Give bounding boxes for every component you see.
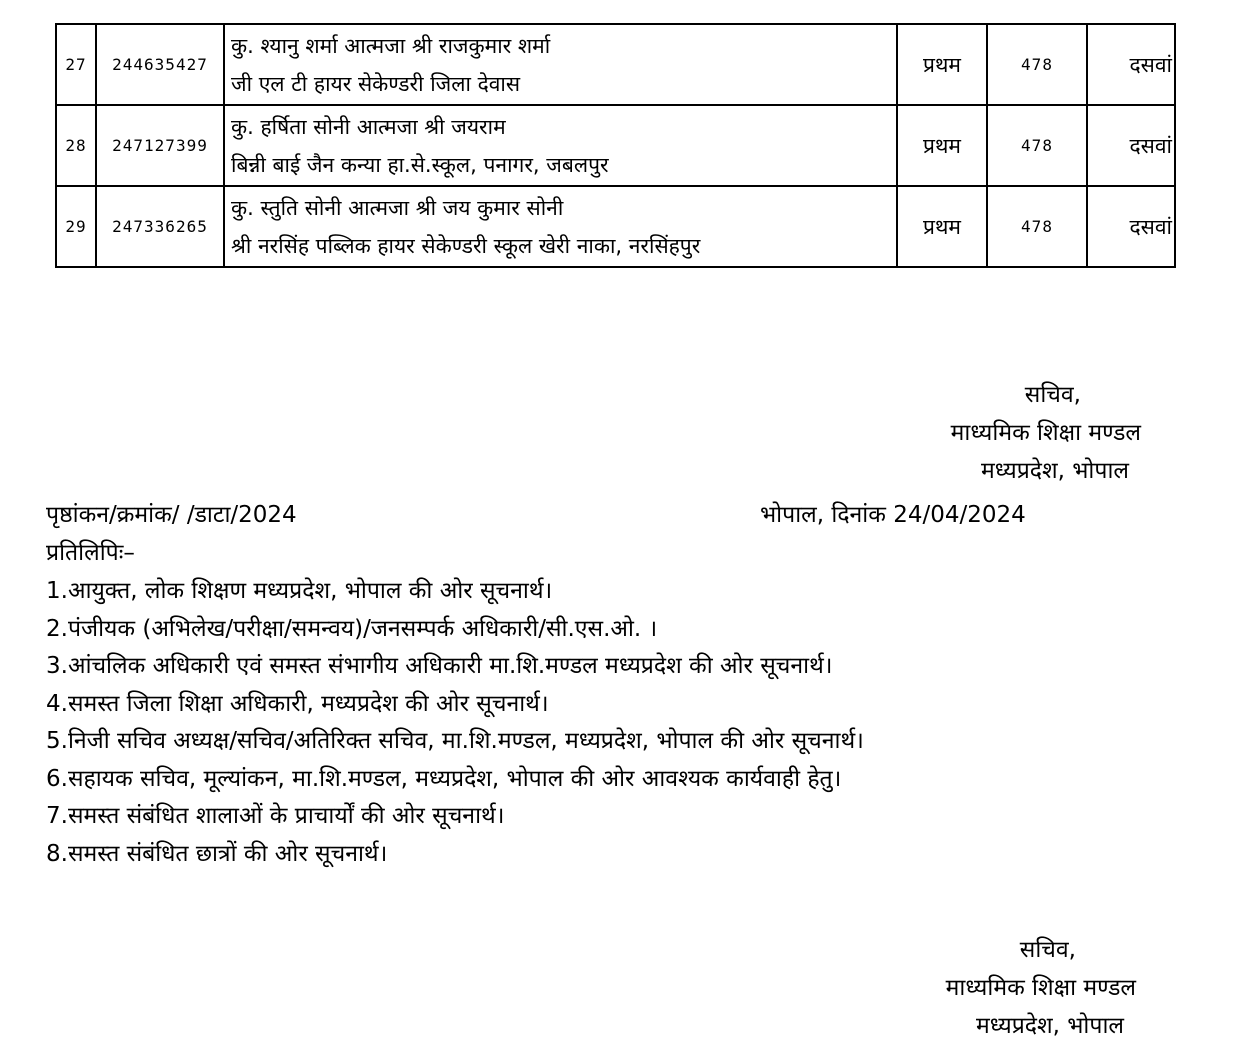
marks: 478 [987,186,1087,267]
signature-location: मध्यप्रदेश, भोपाल [980,458,1129,484]
signature-org: माध्यमिक शिक्षा मण्डल [945,975,1136,1001]
division: प्रथम [897,186,987,267]
class-rank: दसवां [1087,105,1175,186]
signature-title: सचिव, [1024,382,1081,408]
table-row [56,24,1175,105]
list-item: 6.सहायक सचिव, मूल्यांकन, मा.शि.मण्डल, मध्यप्रदेश, भोपाल की ओर आवश्यक कार्यवाही हेतु। [46,765,842,792]
serial-number: 27 [56,24,96,105]
signature-location: मध्यप्रदेश, भोपाल [975,1013,1124,1039]
list-item: 2.पंजीयक (अभिलेख/परीक्षा/समन्वय)/जनसम्पर्क अधिकारी/सी.एस.ओ. । [46,615,658,642]
serial-number: 28 [56,105,96,186]
signature-block-top [951,376,1141,490]
roll-number: 244635427 [96,24,224,105]
division: प्रथम [897,105,987,186]
marks: 478 [987,105,1087,186]
school-name: जी एल टी हायर सेकेण्डरी जिला देवास [231,71,521,96]
class-rank: दसवां [1087,24,1175,105]
copy-to-list [46,573,864,873]
student-name: कु. हर्षिता सोनी आत्मजा श्री जयराम [231,114,506,139]
school-name: बिन्नी बाई जैन कन्या हा.से.स्कूल, पनागर, जबलपुर [231,152,609,177]
class-rank: दसवां [1087,186,1175,267]
signature-block-bottom [946,931,1136,1045]
list-item: 7.समस्त संबंधित शालाओं के प्राचार्यों की ओर सूचनार्थ। [46,803,505,829]
roll-number: 247336265 [96,186,224,267]
student-name: कु. श्यानु शर्मा आत्मजा श्री राजकुमार शर्मा [231,33,551,58]
signature-org: माध्यमिक शिक्षा मण्डल [950,420,1141,446]
school-name: श्री नरसिंह पब्लिक हायर सेकेण्डरी स्कूल खेरी नाका, नरसिंहपुर [231,233,701,258]
table-row [56,186,1175,267]
student-details [224,105,897,186]
copy-heading: प्रतिलिपिः– [46,540,135,566]
place-date: भोपाल, दिनांक 24/04/2024 [760,502,1026,528]
division: प्रथम [897,24,987,105]
marks: 478 [987,24,1087,105]
student-name: कु. स्तुति सोनी आत्मजा श्री जय कुमार सोनी [231,195,564,220]
list-item: 8.समस्त संबंधित छात्रों की ओर सूचनार्थ। [46,840,388,867]
serial-number: 29 [56,186,96,267]
list-item: 4.समस्त जिला शिक्षा अधिकारी, मध्यप्रदेश की ओर सूचनार्थ। [46,690,549,717]
list-item: 5.निजी सचिव अध्यक्ष/सचिव/अतिरिक्त सचिव, मा.शि.मण्डल, मध्यप्रदेश, भोपाल की ओर सूचनार्थ। [46,728,864,754]
merit-table [55,23,1176,268]
student-details [224,186,897,267]
student-details [224,24,897,105]
table-row [56,105,1175,186]
endorsement-number: पृष्ठांकन/क्रमांक/ /डाटा/2024 [46,502,297,528]
list-item: 3.आंचलिक अधिकारी एवं समस्त संभागीय अधिकारी मा.शि.मण्डल मध्यप्रदेश की ओर सूचनार्थ। [46,653,833,679]
roll-number: 247127399 [96,105,224,186]
list-item: 1.आयुक्त, लोक शिक्षण मध्यप्रदेश, भोपाल की ओर सूचनार्थ। [46,578,553,604]
signature-title: सचिव, [1019,937,1076,963]
